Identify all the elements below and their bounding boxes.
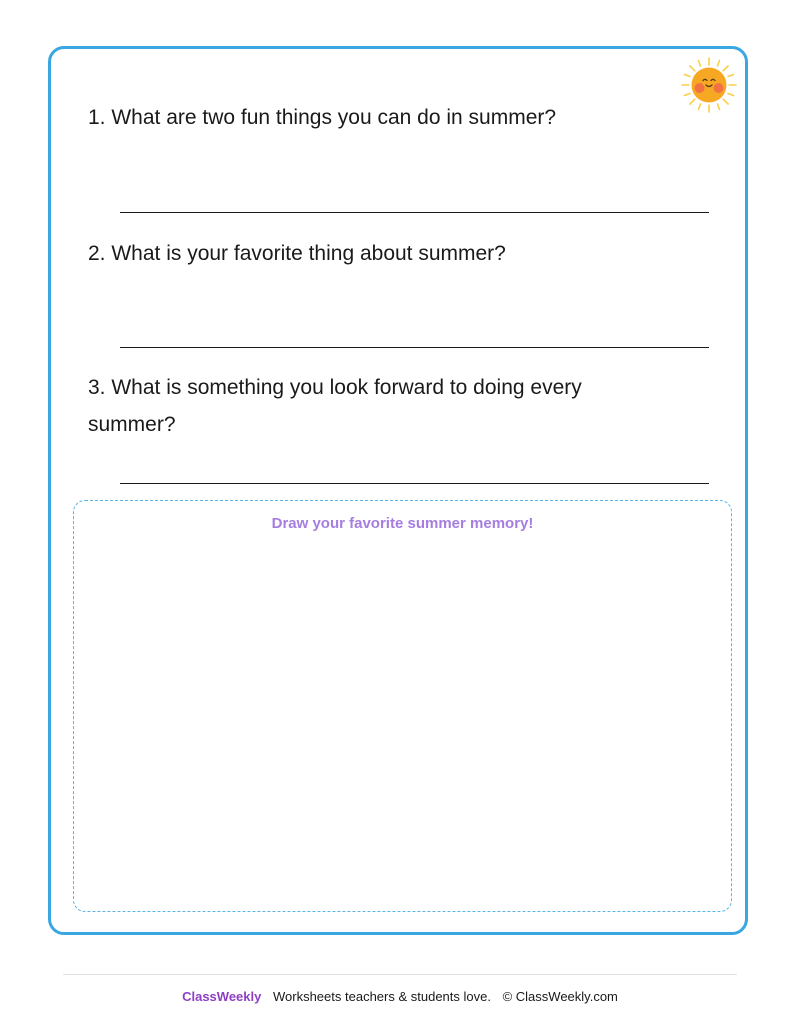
question-1: 1. What are two fun things you can do in summer? xyxy=(88,106,557,129)
footer-tagline: Worksheets teachers & students love. xyxy=(272,989,491,1004)
smiling-sun-icon xyxy=(680,56,738,114)
question-2: 2. What is your favorite thing about summer? xyxy=(88,242,506,265)
footer xyxy=(0,989,800,1004)
drawing-prompt: Draw your favorite summer memory! xyxy=(271,515,534,532)
answer-line-1[interactable] xyxy=(120,212,709,213)
answer-line-3[interactable] xyxy=(120,483,709,484)
footer-brand: ClassWeekly xyxy=(182,989,262,1004)
question-3: 3. What is something you look forward to doing every summer? xyxy=(88,376,582,436)
drawing-area[interactable] xyxy=(73,500,732,912)
footer-divider xyxy=(63,974,737,975)
footer-copyright: © ClassWeekly.com xyxy=(502,989,618,1004)
answer-line-2[interactable] xyxy=(120,347,709,348)
